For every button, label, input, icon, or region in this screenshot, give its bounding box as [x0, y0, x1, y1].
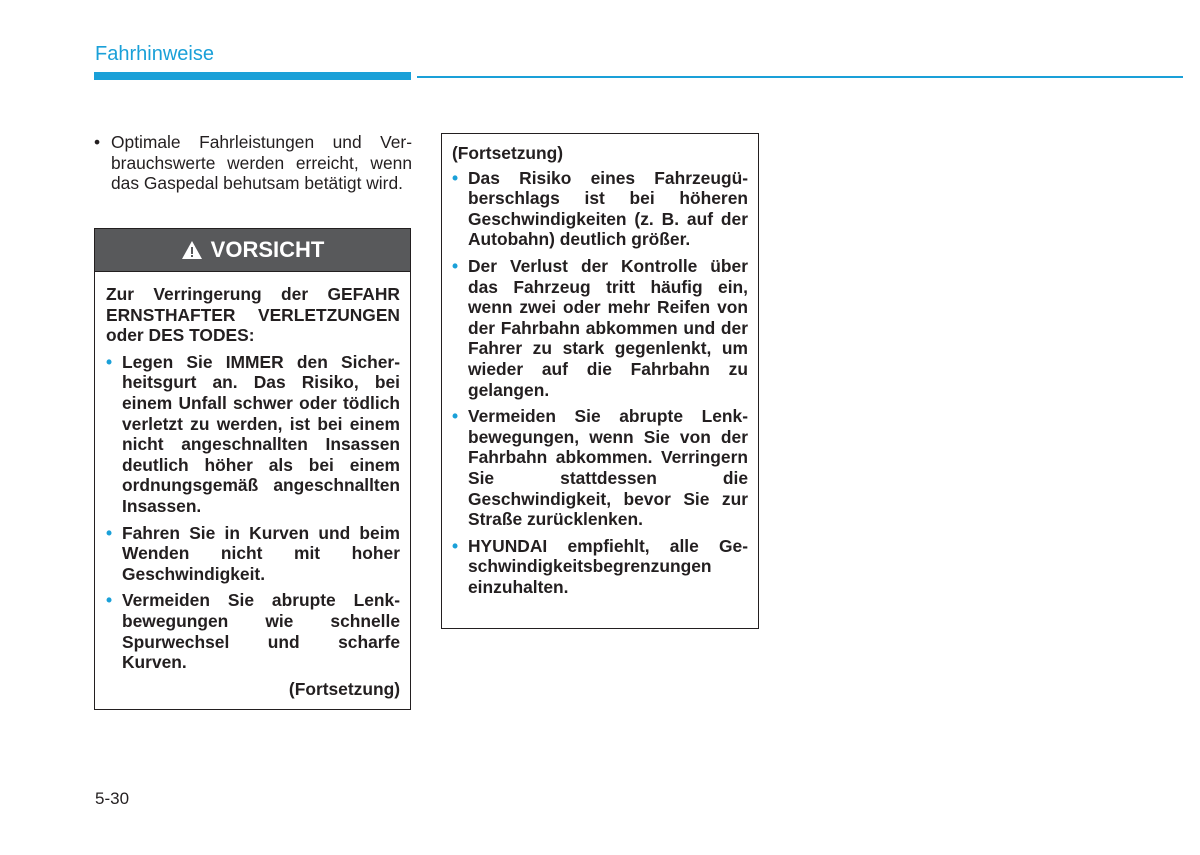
bullet-mark: •	[94, 132, 101, 152]
caution-continued-label: (Fortsetzung)	[288, 678, 400, 699]
bullet-mark: •	[452, 255, 459, 276]
bullet-mark: •	[106, 590, 113, 611]
continuation-heading: (Fortsetzung)	[452, 143, 564, 163]
bullet-mark: •	[452, 535, 459, 556]
warning-triangle-icon	[181, 240, 203, 260]
continuation-item	[452, 536, 748, 598]
caution-item-text: Legen Sie IMMER den Sicherheitsgurt an. Das Risiko, bei einem Unfall schwer oder tödlich verletzt zu werden, ist bei einem nicht angeschnallten Insassen deutlich höher als bei einem ordnungsgemäß angeschnallten Insassen.	[122, 351, 400, 516]
intro-paragraph	[94, 132, 412, 194]
continuation-box	[441, 133, 759, 629]
bullet-mark: •	[106, 351, 113, 372]
caution-item-text: Vermeiden Sie abrupte Lenkbewegungen wie schnelle Spurwechsel und scharfe Kurven.	[122, 590, 400, 673]
continuation-item	[452, 256, 748, 400]
caution-item	[106, 590, 400, 672]
header-rule-thin	[417, 76, 1183, 78]
caution-item-text: Fahren Sie in Kurven und beim Wenden nicht mit hoher Geschwindigkeit.	[122, 522, 400, 584]
header-rule-thick	[94, 72, 411, 80]
caution-box	[94, 228, 411, 710]
continuation-item-text: Vermeiden Sie abrupte Lenkbewegungen, wenn Sie von der Fahrbahn abkommen. Verringern Sie stattdessen die Geschwindigkeit, bevor Sie zur Straße zurücklenken.	[468, 406, 748, 530]
caution-header	[95, 229, 410, 272]
caution-title: VORSICHT	[210, 237, 325, 262]
intro-text: Optimale Fahrleistungen und Verbrauchswerte werden erreicht, wenn das Gaspedal behutsam betätigt wird.	[111, 132, 412, 194]
continuation-item-text: Der Verlust der Kontrolle über das Fahrzeug tritt häufig ein, wenn zwei oder mehr Reifen von der Fahrbahn abkommen und der Fahrer zu stark gegenlenkt, um wieder auf die Fahrbahn zu gelangen.	[468, 255, 748, 400]
bullet-mark: •	[452, 167, 459, 188]
section-title: Fahrhinweise	[95, 43, 214, 65]
continuation-item-text: HYUNDAI empfiehlt, alle Geschwindigkeitsbegrenzungen einzuhalten.	[468, 535, 748, 597]
page-number: 5-30	[95, 789, 130, 808]
caution-intro: Zur Verringerung der GEFAHR ERNSTHAFTER VERLETZUNGEN oder DES TODES:	[106, 284, 400, 346]
bullet-mark: •	[106, 522, 113, 543]
continuation-item-text: Das Risiko eines Fahrzeugüberschlags ist bei höheren Geschwindigkeiten (z. B. auf der Autobahn) deutlich größer.	[468, 167, 748, 250]
intro-bullet-item	[94, 132, 412, 194]
continuation-item	[452, 168, 748, 250]
caution-item	[106, 352, 400, 517]
caution-item	[106, 523, 400, 585]
continuation-item	[452, 406, 748, 530]
caution-body	[95, 272, 410, 699]
bullet-mark: •	[452, 406, 459, 427]
